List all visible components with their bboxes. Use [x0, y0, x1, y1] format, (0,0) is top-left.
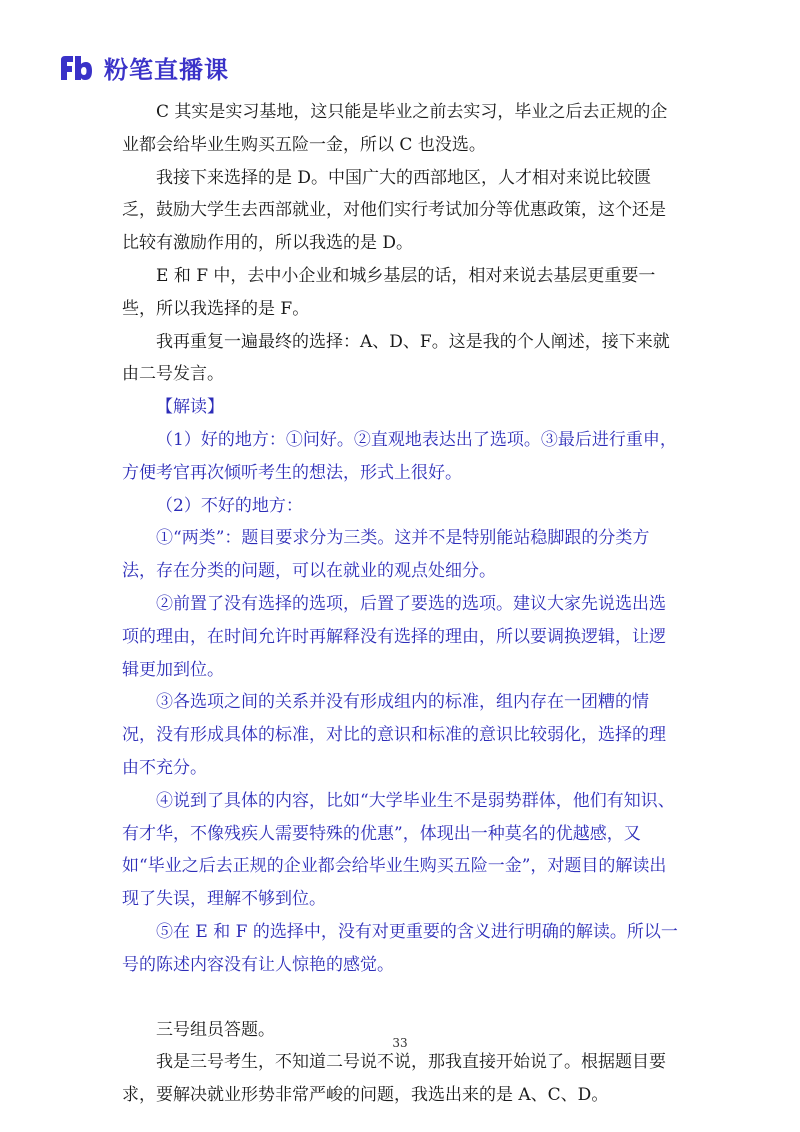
fb-logo-icon [58, 54, 94, 82]
paragraph: E 和 F 中，去中小企业和城乡基层的话，相对来说去基层更重要一些，所以我选择的是 F。 [122, 265, 656, 319]
analysis-bad-point: ②前置了没有选择的选项，后置了要选的选项。建议大家先说选出选项的理由，在时间允许时再解释没有选择的理由，所以要调换逻辑，让逻辑更加到位。 [122, 593, 666, 680]
analysis-bad-point: ④说到了具体的内容，比如“大学毕业生不是弱势群体，他们有知识、有才华，不像残疾人需要特殊的优惠”，体现出一种莫名的优越感，又如“毕业之后去正规的企业都会给毕业生购买五险一金”，对题目的解读出现了失误，理解不够到位。 [122, 790, 675, 910]
analysis-bad-point: ①“两类”：题目要求分为三类。这并不是特别能站稳脚跟的分类方法，存在分类的问题，可以在就业的观点处细分。 [122, 528, 650, 582]
document-body [122, 96, 682, 1112]
paragraph: 我接下来选择的是 D。中国广大的西部地区，人才相对来说比较匮乏，鼓励大学生去西部就业，对他们实行考试加分等优惠政策，这个还是比较有激励作用的，所以我选的是 D。 [122, 167, 666, 254]
brand-logo [58, 50, 229, 85]
analysis-heading: 【解读】 [156, 397, 224, 418]
paragraph: 三号组员答题。 [156, 1019, 275, 1040]
page-number: 33 [392, 1036, 408, 1050]
analysis-good-points: （1）好的地方：①问好。②直观地表达出了选项。③最后进行重申，方便考官再次倾听考生的想法，形式上很好。 [122, 429, 677, 483]
paragraph: 我是三号考生，不知道二号说不说，那我直接开始说了。根据题目要求，要解决就业形势非常严峻的问题，我选出来的是 A、C、D。 [122, 1052, 666, 1106]
paragraph: C 其实是实习基地，这只能是毕业之前去实习，毕业之后去正规的企业都会给毕业生购买五险一金，所以 C 也没选。 [122, 102, 668, 155]
brand-name: 粉笔直播课 [104, 56, 229, 84]
analysis-bad-heading: （2）不好的地方： [156, 495, 303, 516]
analysis-bad-point: ③各选项之间的关系并没有形成组内的标准，组内存在一团糟的情况，没有形成具体的标准，对比的意识和标准的意识比较弱化，选择的理由不充分。 [122, 692, 666, 778]
paragraph: 我再重复一遍最终的选择：A、D、F。这是我的个人阐述，接下来就由二号发言。 [122, 331, 670, 385]
analysis-bad-point: ⑤在 E 和 F 的选择中，没有对更重要的含义进行明确的解读。所以一号的陈述内容没有让人惊艳的感觉。 [122, 921, 678, 975]
section-gap [122, 982, 682, 1014]
